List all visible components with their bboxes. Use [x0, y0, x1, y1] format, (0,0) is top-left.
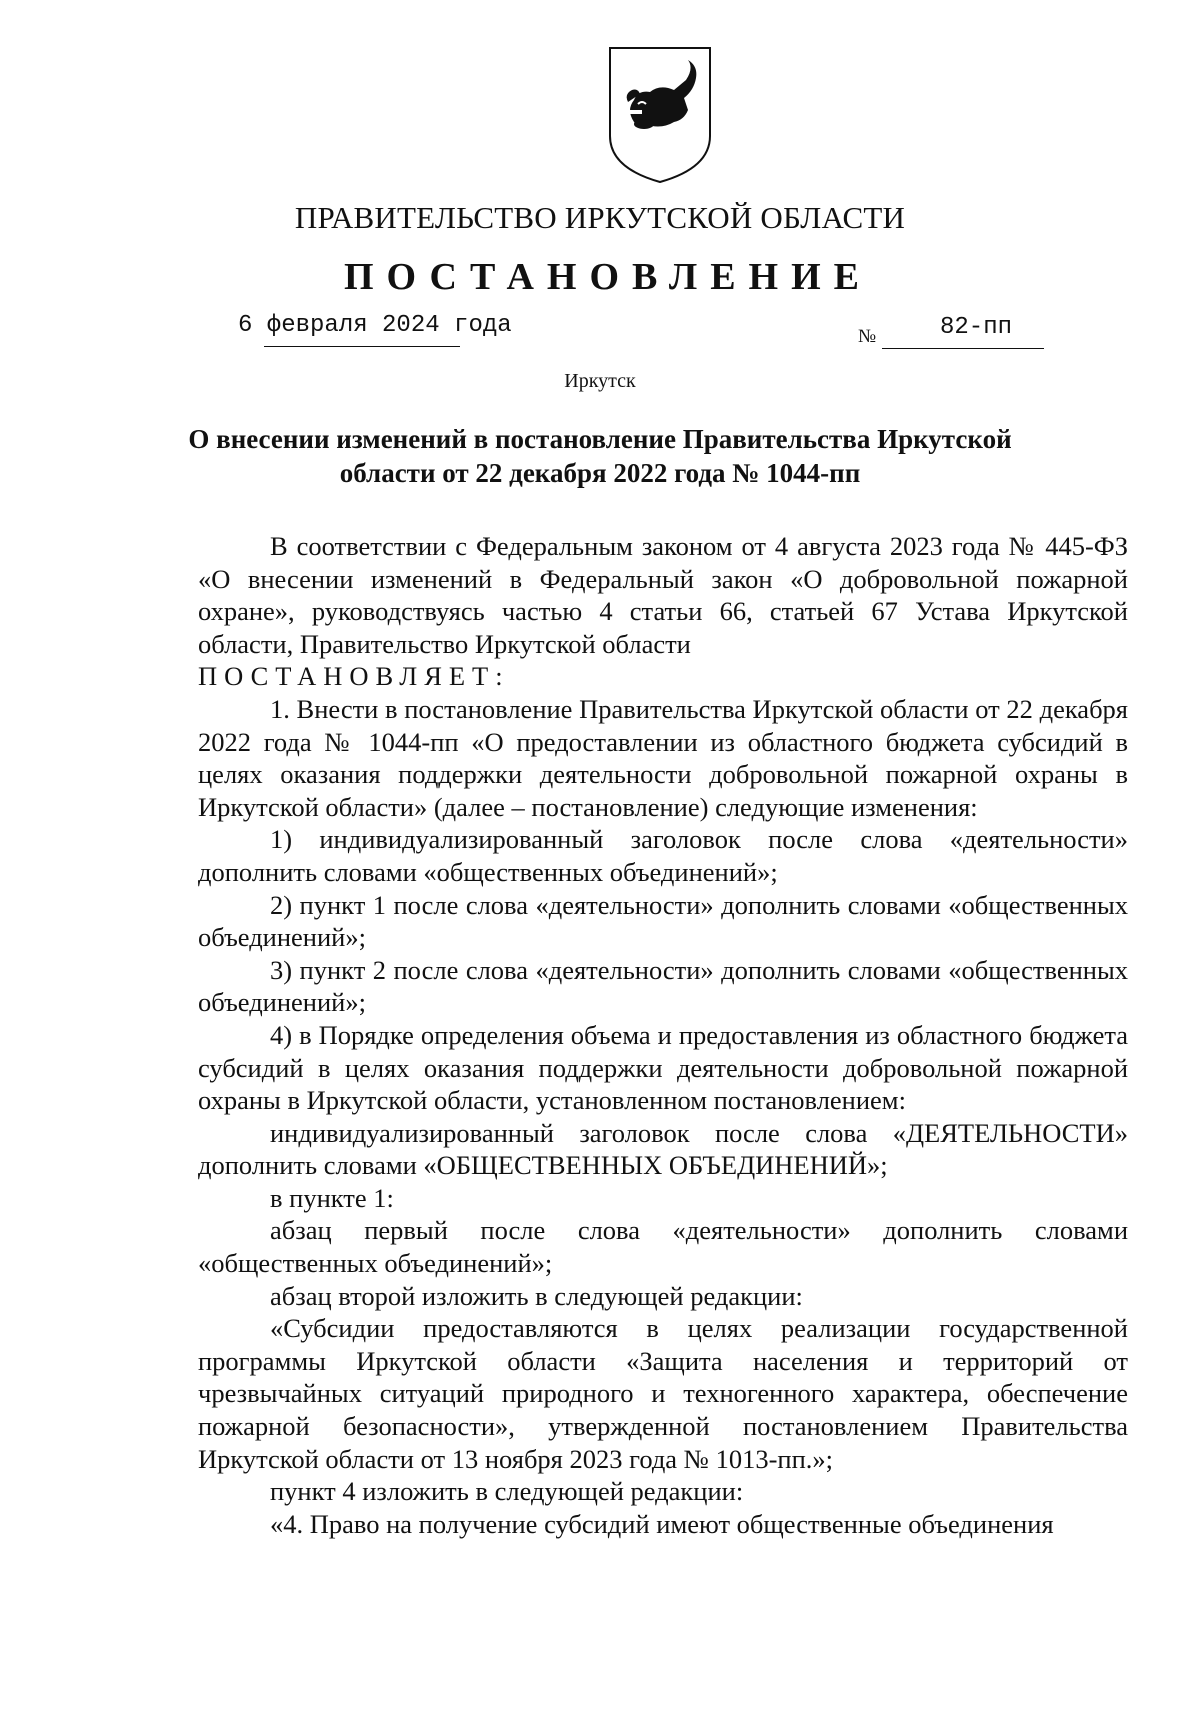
paragraph: 1. Внести в постановление Правительства Иркутской области от 22 декабря 2022 года № 1044-пп «О предоставлении из областного бюджета субсидий в целях оказания поддержки деятельности добровольной пожарной охраны в Иркутской области» (далее – постановление) следующие изменения:: [198, 693, 1128, 822]
paragraph: 2) пункт 1 после слова «деятельности» дополнить словами «общественных объединений»;: [198, 889, 1128, 953]
number-underline: [882, 348, 1044, 349]
paragraph: «4. Право на получение субсидий имеют общественные объединения: [270, 1508, 1054, 1539]
document-number: 82-пп: [940, 314, 1013, 341]
city: Иркутск: [564, 370, 636, 392]
document-title: О внесении изменений в постановление Правительства Иркутской области от 22 декабря 2022 года № 1044-пп: [188, 424, 1012, 488]
paragraph: 4) в Порядке определения объема и предоставления из областного бюджета субсидий в целях оказания поддержки деятельности добровольной пожарной охраны в Иркутской области, установленном постановлением:: [198, 1019, 1128, 1116]
irkutsk-coat-of-arms-icon: [604, 44, 716, 184]
document-date: 6 февраля 2024 года: [238, 312, 512, 339]
number-label: №: [858, 326, 877, 347]
preamble: В соответствии с Федеральным законом от 4 августа 2023 года № 445-ФЗ «О внесении изменений в Федеральный закон «О добровольной пожарной охране», руководствуясь частью 4 статьи 66, статьей 67 Устава Иркутской области, Правительство Иркутской области: [198, 531, 1128, 659]
paragraph: 3) пункт 2 после слова «деятельности» дополнить словами «общественных объединений»;: [198, 954, 1128, 1018]
paragraph: абзац первый после слова «деятельности» дополнить словами «общественных объединений»;: [198, 1215, 1128, 1279]
paragraph: «Субсидии предоставляются в целях реализации государственной программы Иркутской области «Защита населения и территорий от чрезвычайных ситуаций природного и техногенного характера, обеспечение пожарной безопасности», утвержденной постановлением Правительства Иркутской области от 13 ноября 2023 года № 1013-пп.»;: [198, 1313, 1128, 1474]
document-type: ПОСТАНОВЛЕНИЕ: [343, 256, 873, 298]
date-underline: [264, 346, 460, 347]
paragraph: абзац второй изложить в следующей редакции:: [270, 1280, 803, 1311]
paragraph: пункт 4 изложить в следующей редакции:: [270, 1476, 744, 1507]
government-name: ПРАВИТЕЛЬСТВО ИРКУТСКОЙ ОБЛАСТИ: [294, 200, 906, 235]
document-body: [198, 530, 1128, 1540]
paragraph: в пункте 1:: [270, 1182, 394, 1213]
paragraph: индивидуализированный заголовок после слова «ДЕЯТЕЛЬНОСТИ» дополнить словами «ОБЩЕСТВЕННЫХ ОБЪЕДИНЕНИЙ»;: [198, 1117, 1128, 1181]
paragraph: 1) индивидуализированный заголовок после слова «деятельности» дополнить словами «общественных объединений»;: [198, 824, 1128, 887]
resolves-heading: ПОСТАНОВЛЯЕТ:: [198, 661, 510, 692]
